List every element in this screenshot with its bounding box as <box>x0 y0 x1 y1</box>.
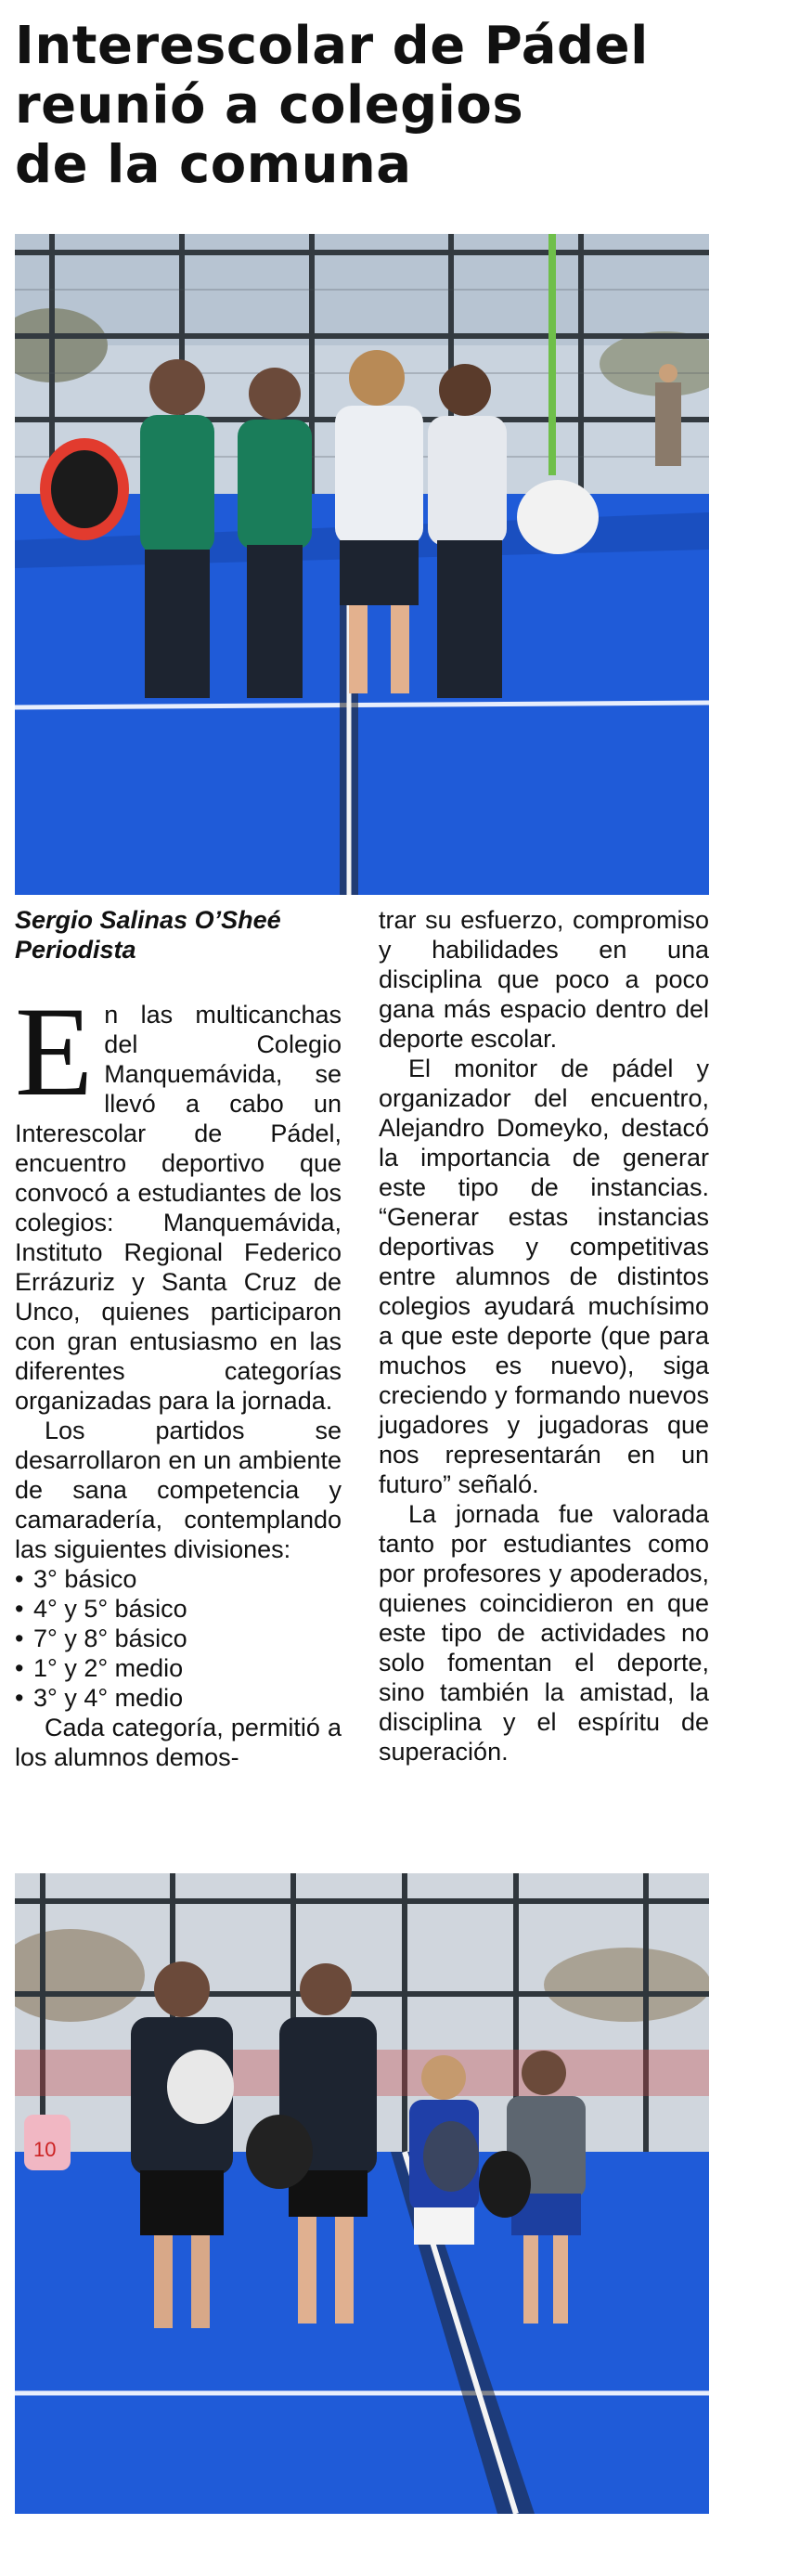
paragraph-intro <box>15 980 342 1416</box>
paragraph-matches: Los partidos se desarrollaron en un ambiente de sana competencia y camaradería, contemplando las siguientes divisiones: <box>15 1417 342 1563</box>
division-item: • 7° y 8° básico <box>15 1624 342 1653</box>
article-column-left <box>15 905 342 1772</box>
division-item: • 3° y 4° medio <box>15 1683 342 1713</box>
divisions-list <box>15 1564 342 1713</box>
headline <box>15 17 776 195</box>
article-column-right <box>379 905 709 1767</box>
paragraph-category-start: Cada categoría, permitió a los alumnos demos- <box>15 1714 342 1771</box>
photo-students-group-1 <box>15 234 709 895</box>
division-item: • 4° y 5° básico <box>15 1594 342 1624</box>
paragraph-intro-text: n las multicanchas del Colegio Manquemávida, se llevó a cabo un Interescolar de Pádel, encuentro deportivo que convocó a estudiantes de los colegios: Manquemávida, Instituto Regional Federico Errázuriz y Santa Cruz de Unco, quienes participaron con gran entusiasmo en las diferentes categorías organizadas para la jornada. <box>15 1001 342 1415</box>
dropcap-letter: E <box>15 980 94 1122</box>
spectator-jersey-number: 10 <box>33 2138 57 2161</box>
byline-name: Sergio Salinas O’Sheé <box>15 906 281 934</box>
paragraph-closing: La jornada fue valorada tanto por estudiantes como por profesores y apoderados, quienes coincidieron en que este tipo de actividades no solo fomentan el deporte, sino también la amistad, la disciplina y el espíritu de superación. <box>379 1500 709 1766</box>
headline-line-1: Interescolar de Pádel <box>15 16 649 76</box>
paragraph-monitor-quote: El monitor de pádel y organizador del encuentro, Alejandro Domeyko, destacó la importancia de generar este tipo de instancias. “Generar estas instancias deportivas y competitivas entre alumnos de distintos colegios ayudará muchísimo a que este deporte (que para muchos es nuevo), siga creciendo y formando nuevos jugadores y jugadoras que nos representarán en un futuro” señaló. <box>379 1055 709 1498</box>
division-item: • 3° básico <box>15 1564 342 1594</box>
byline-role: Periodista <box>15 936 136 964</box>
division-item: • 1° y 2° medio <box>15 1653 342 1683</box>
headline-line-2: reunió a colegios <box>15 75 524 136</box>
headline-line-3: de la comuna <box>15 135 412 195</box>
paragraph-category-end: trar su esfuerzo, compromiso y habilidades en una disciplina que poco a poco gana más espacio dentro del deporte escolar. <box>379 906 709 1053</box>
photo-students-group-2 <box>15 1873 709 2514</box>
